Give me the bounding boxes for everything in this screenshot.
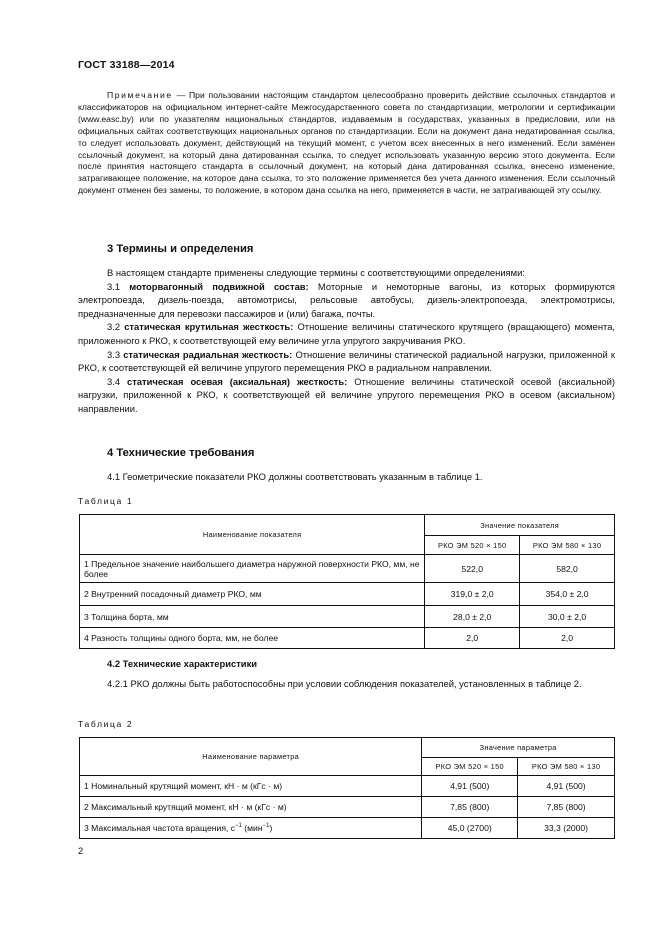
section-3-intro: В настоящем стандарте применены следующие термины с соответствующими определениями:	[107, 267, 525, 278]
term-definition: Отношение величины статического крутящего (вращающего) момента, приложенного к РКО, к соответствующей ему величине угла упругого закручивания РКО.	[78, 321, 616, 346]
term-3-4	[78, 375, 615, 416]
table-cell-value: 4,91 (500)	[422, 776, 518, 797]
section-4-heading: 4 Технические требования	[107, 447, 255, 459]
table-2	[79, 737, 615, 839]
term-title: статическая радиальная жесткость:	[123, 348, 293, 360]
table-row	[80, 776, 615, 797]
table-2-caption: Таблица 2	[78, 719, 134, 729]
table-cell-value: 2,0	[520, 628, 615, 649]
param-text: (мин	[241, 823, 263, 833]
page-number: 2	[78, 845, 84, 856]
table-1-subcol: РКО ЭМ 520 × 150	[425, 536, 520, 555]
param-superscript: −1	[235, 823, 242, 830]
table-row	[80, 555, 615, 583]
term-number: 3.1	[107, 280, 121, 292]
table-cell-value: 354,0 ± 2,0	[520, 583, 615, 606]
paragraph-4-1-text: 4.1 Геометрические показатели РКО должны соответствовать указанным в таблице 1.	[107, 471, 483, 482]
document-header: ГОСТ 33188—2014	[78, 59, 175, 71]
table-cell-name: 2 Максимальный крутящий момент, кН · м (кГс · м)	[80, 797, 422, 818]
table-row	[80, 628, 615, 649]
table-cell-value: 33,3 (2000)	[518, 818, 615, 839]
table-2-subcol: РКО ЭМ 520 × 150	[422, 758, 518, 776]
term-title: статическая крутильная жесткость:	[124, 321, 294, 333]
table-1	[79, 514, 615, 649]
table-row	[80, 583, 615, 606]
term-number: 3.2	[107, 321, 121, 333]
table-cell-name: 1 Предельное значение наибольшего диаметра наружной поверхности РКО, мм, не более	[80, 555, 425, 583]
note-text: При пользовании настоящим стандартом целесообразно проверить действие ссылочных стандартов и классификаторов на официальном интернет-сайте Межгосударственного совета по стандартизации, метрологии и сертификации (www.easc.by) или по указателям национальных стандартов, издаваемым в государствах, указанных в предисловии, или на официальных сайтах соответствующих национальных органов по стандартизации. Если на документ дана недатированная ссылка, то следует использовать документ, действующий на текущий момент, с учетом всех внесенных в него изменений. Если заменен ссылочный документ, на который дана датированная ссылка, то следует использовать указанную версию этого документа. Если после принятия настоящего стандарта в ссылочный документ, на который дана датированная ссылка, внесено изменение, затрагивающее положение, на которое дана ссылка, то это положение применяется без учета данного изменения. Если ссылочный документ отменен без замены, то положение, в котором дана ссылка на него, применяется в части, не затрагивающей эту ссылку.	[78, 90, 616, 196]
table-cell-name: 1 Номинальный крутящий момент, кН · м (кГс · м)	[80, 776, 422, 797]
note-block	[78, 90, 615, 197]
subsection-4-2-heading: 4.2 Технические характеристики	[107, 658, 258, 669]
table-2-col-value: Значение параметра	[422, 738, 615, 758]
term-number: 3.4	[107, 375, 121, 387]
table-row	[80, 606, 615, 628]
table-cell-value: 319,0 ± 2,0	[425, 583, 520, 606]
paragraph-4-1	[78, 470, 615, 484]
table-1-col-value: Значение показателя	[425, 515, 615, 536]
table-1-caption: Таблица 1	[78, 496, 134, 506]
param-text: )	[269, 823, 273, 833]
param-text: 3 Максимальная частота вращения, с	[84, 823, 236, 833]
table-2-col-name: Наименование параметра	[80, 738, 422, 776]
term-title: статическая осевая (аксиальная) жесткость:	[127, 375, 348, 387]
table-cell-name: 2 Внутренний посадочный диаметр РКО, мм	[80, 583, 425, 606]
term-definition: Отношение величины статической осевой (аксиальной) нагрузки, приложенной к РКО, к соответствующей ей величине упругого перемещения РКО в осевом (аксиальном) направлении.	[78, 375, 615, 414]
table-cell-value: 28,0 ± 2,0	[425, 606, 520, 628]
term-3-3	[78, 348, 615, 375]
paragraph-4-2-1: 4.2.1 РКО должны быть работоспособны при условии соблюдения показателей, установленных в таблице 2.	[107, 677, 582, 689]
param-superscript: −1	[262, 823, 270, 830]
table-cell-value: 30,0 ± 2,0	[520, 606, 615, 628]
section-3-body	[78, 266, 615, 416]
table-cell-name: 4 Разность толщины одного борта, мм, не более	[80, 628, 425, 649]
table-header-row	[80, 515, 615, 536]
table-row	[80, 818, 615, 839]
table-cell-value: 7,85 (800)	[518, 797, 615, 818]
note-dash: —	[172, 90, 189, 100]
term-title: моторвагонный подвижной состав:	[129, 280, 309, 292]
note-label: Примечание	[107, 90, 173, 100]
table-row	[80, 797, 615, 818]
section-3-heading: 3 Термины и определения	[107, 243, 254, 255]
table-cell-value: 7,85 (800)	[422, 797, 518, 818]
table-2-subcol: РКО ЭМ 580 × 130	[518, 758, 615, 776]
term-3-2	[78, 320, 615, 347]
table-cell-value: 582,0	[520, 555, 615, 583]
term-3-1	[78, 280, 615, 321]
term-number: 3.3	[107, 348, 121, 360]
table-1-subcol: РКО ЭМ 580 × 130	[520, 536, 615, 555]
table-cell-value: 4,91 (500)	[518, 776, 615, 797]
term-definition: Моторные и немоторные вагоны, из которых формируются электропоезда, дизель-поезда, автомотрисы, рельсовые автобусы, дизель-электропоезда, электромотрисы, предназначенные для перевозки пассажиров и (или) багажа, почты.	[78, 280, 616, 319]
table-cell-name: 3 Толщина борта, мм	[80, 606, 425, 628]
term-definition: Отношение величины статической радиальной нагрузки, приложенной к РКО, к соответствующей ей величине упругого перемещения РКО в радиальном направлении.	[78, 348, 615, 374]
table-cell-name	[80, 818, 422, 839]
table-header-row	[80, 738, 615, 758]
table-1-col-name: Наименование показателя	[80, 515, 425, 555]
table-cell-value: 45,0 (2700)	[422, 818, 518, 839]
section-4-2-block	[78, 657, 615, 690]
table-cell-value: 522,0	[425, 555, 520, 583]
table-cell-value: 2,0	[425, 628, 520, 649]
